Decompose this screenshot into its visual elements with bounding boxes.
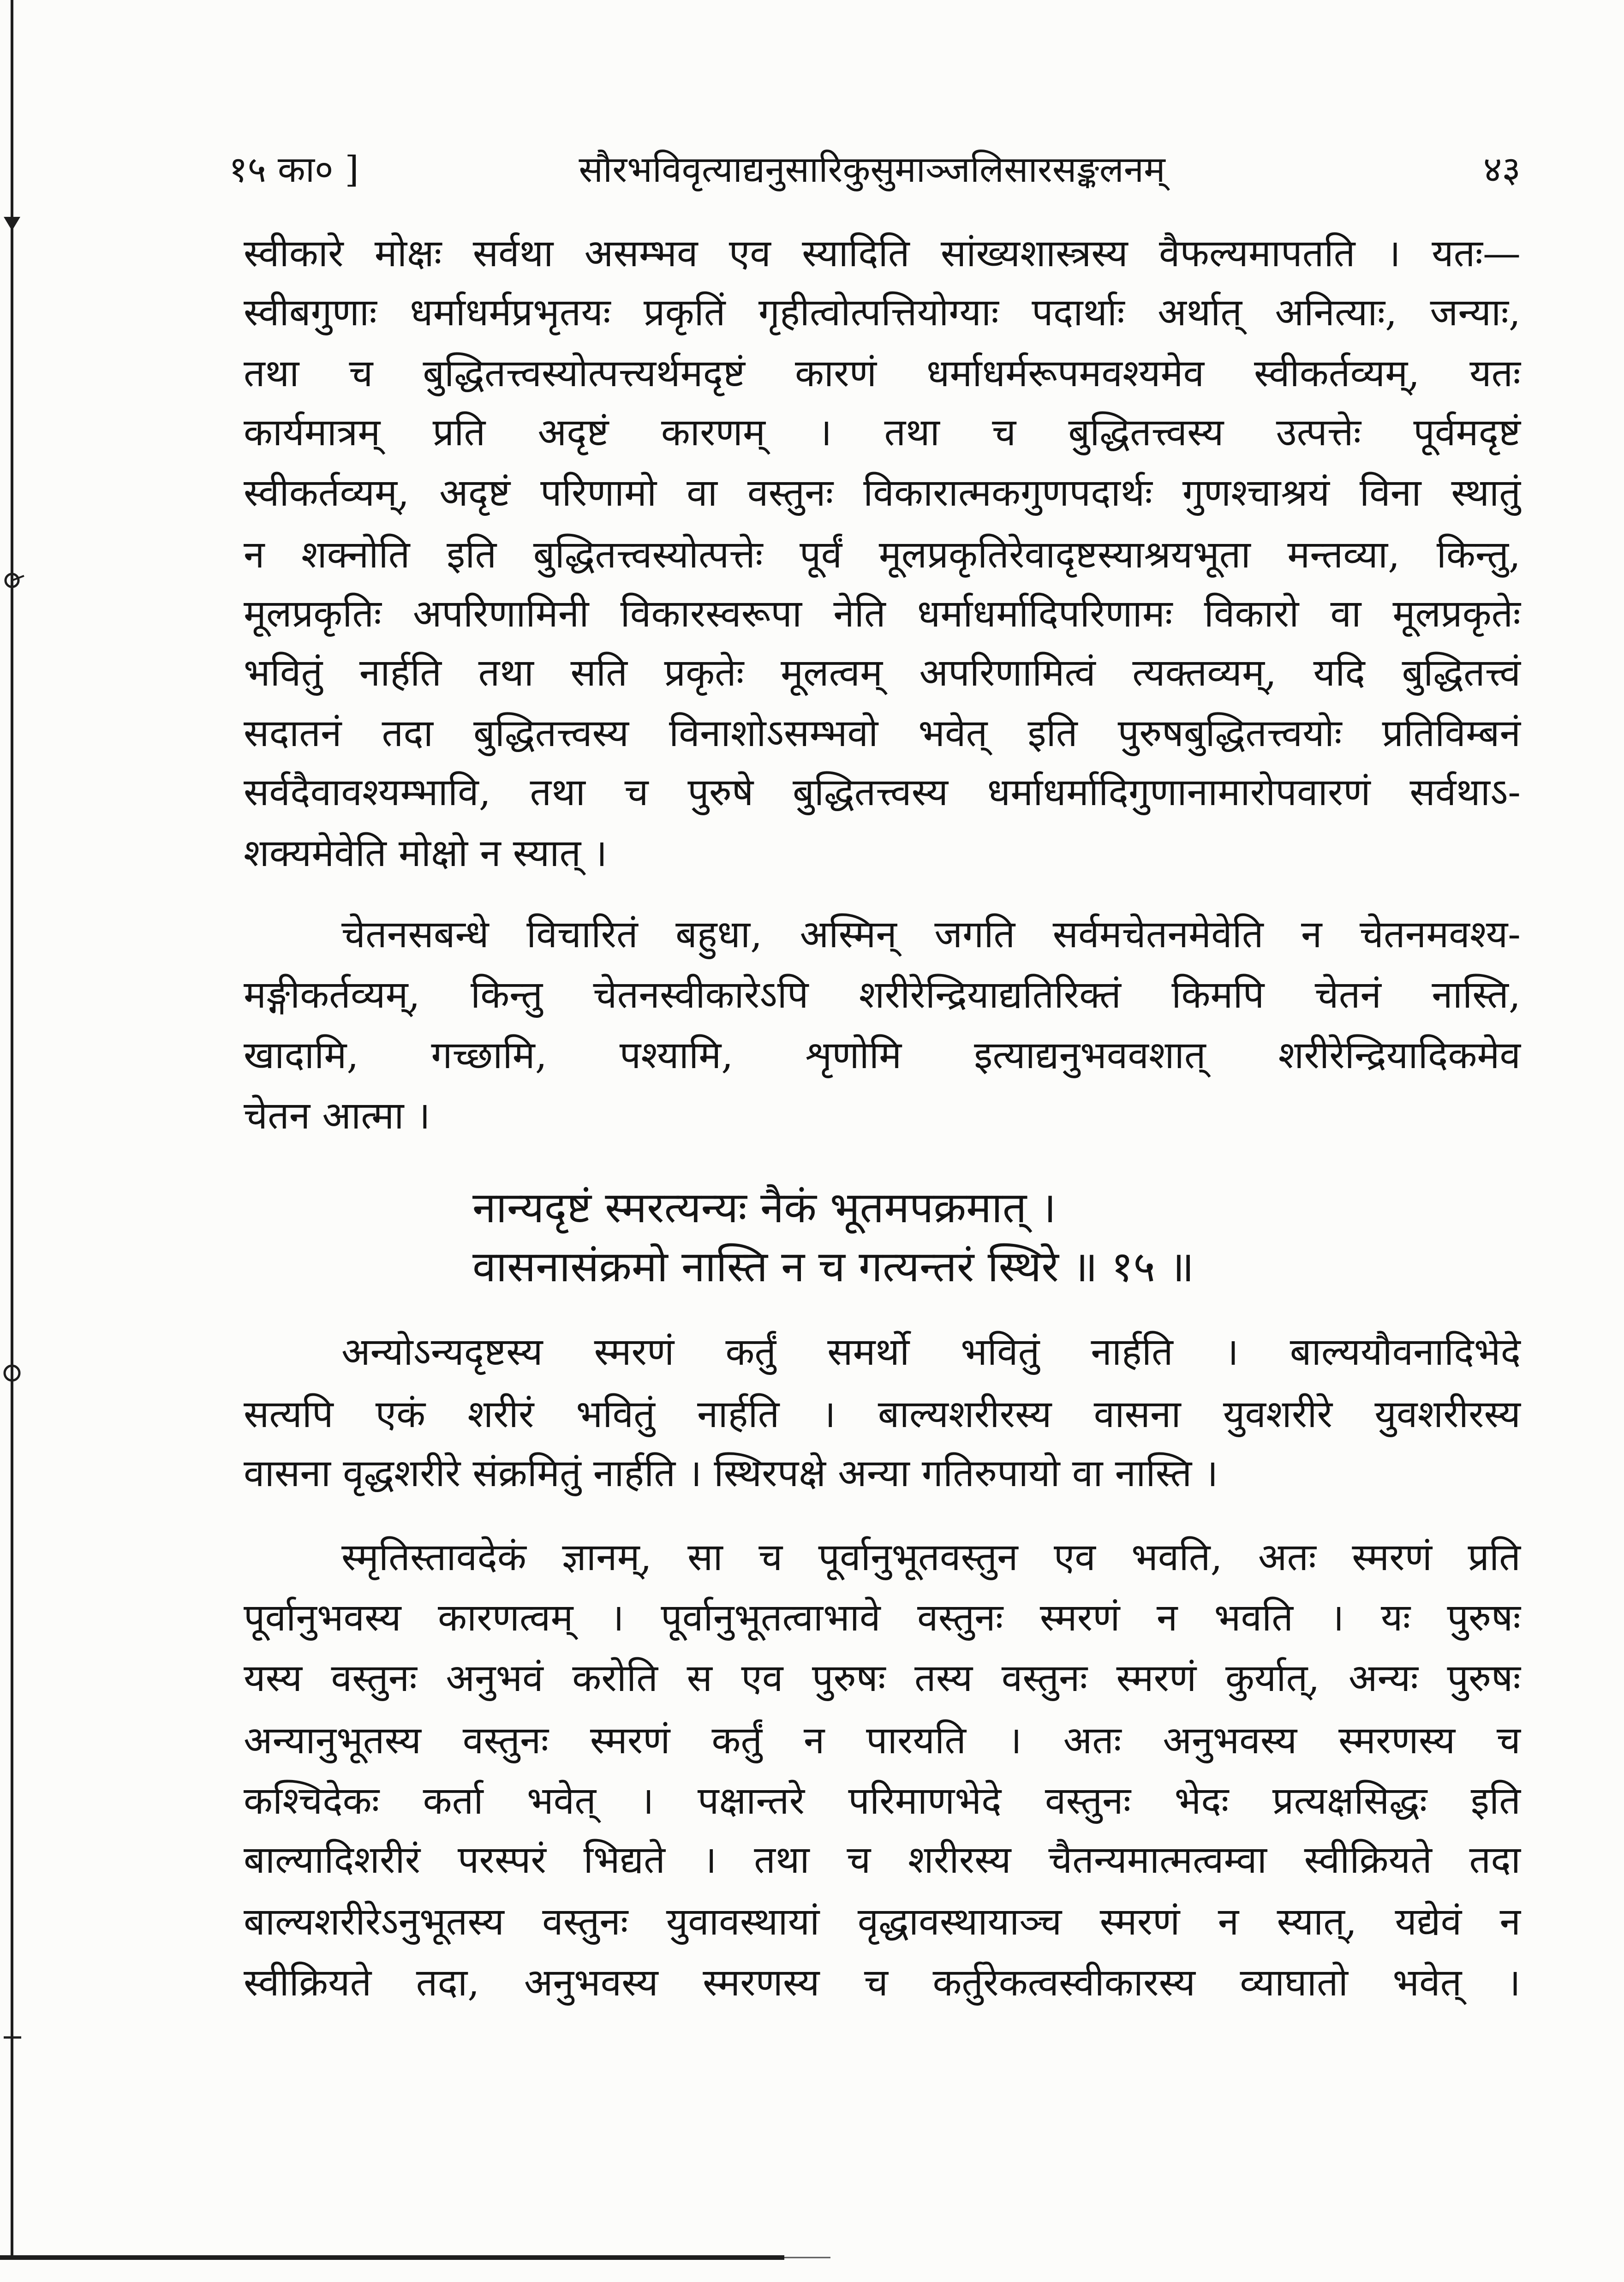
binding-mark-tail	[12, 576, 24, 580]
paragraph-4-line-5: कश्चिदेकः कर्ता भवेत् । पक्षान्तरे परिमाणभेदे वस्तुनः भेदः प्रत्यक्षसिद्धः इति	[244, 1779, 1521, 1823]
paragraph-2-line-4: चेतन आत्मा ।	[244, 1094, 430, 1138]
paragraph-4-line-6: बाल्यादिशरीरं परस्परं भिद्यते । तथा च शरीरस्य चैतन्यमात्मत्वम्वा स्वीक्रियते तदा	[244, 1838, 1521, 1882]
paragraph-3-line-2: सत्यपि एकं शरीरं भवितुं नार्हति । बाल्यशरीरस्य वासना युवशरीरे युवशरीरस्य	[244, 1392, 1521, 1436]
page-number: ४३	[1483, 149, 1521, 191]
paragraph-1-line-10: सर्वदैवावश्यम्भावि, तथा च पुरुषे बुद्धितत्त्वस्य धर्माधर्मादिगुणानामारोपवारणं सर्वथाऽ-	[244, 771, 1521, 814]
verse-line-2: वासनासंक्रमो नास्ति न च गत्यन्तरं स्थिरे ॥ १५ ॥	[472, 1242, 1194, 1291]
paragraph-1-line-6: न शक्नोति इति बुद्धितत्त्वस्योत्पत्तेः पूर्वं मूलप्रकृतिरेवादृष्टस्याश्रयभूता मन्तव्या, किन्तु,	[244, 533, 1521, 577]
paragraph-1-line-9: सदातनं तदा बुद्धितत्त्वस्य विनाशोऽसम्भवो भवेत् इति पुरुषबुद्धितत्त्वयोः प्रतिविम्बनं	[244, 711, 1521, 755]
header-title: सौरभविवृत्याद्यनुसारिकुसुमाञ्जलिसारसङ्कलनम्	[579, 149, 1165, 191]
binding-mark-top	[4, 217, 20, 231]
paragraph-2-line-1: चेतनसबन्धे विचारितं बहुधा, अस्मिन् जगति सर्वमचेतनमेवेति न चेतनमवश्य-	[341, 913, 1521, 956]
paragraph-4-line-2: पूर्वानुभवस्य कारणत्वम् । पूर्वानुभूतत्वाभावे वस्तुनः स्मरणं न भवति । यः पुरुषः	[244, 1596, 1521, 1640]
paragraph-4-line-1: स्मृतिस्तावदेकं ज्ञानम्, सा च पूर्वानुभूतवस्तुन एव भवति, अतः स्मरणं प्रति	[341, 1535, 1521, 1579]
paragraph-1-line-5: स्वीकर्तव्यम्, अदृष्टं परिणामो वा वस्तुनः विकारात्मकगुणपदार्थः गुणश्चाश्रयं विना स्थातुं	[244, 471, 1521, 515]
paragraph-1-line-11: शक्यमेवेति मोक्षो न स्यात् ।	[244, 831, 608, 875]
paragraph-4-line-3: यस्य वस्तुनः अनुभवं करोति स एव पुरुषः तस्य वस्तुनः स्मरणं कुर्यात्, अन्यः पुरुषः	[244, 1656, 1521, 1700]
paragraph-1-line-3: तथा च बुद्धितत्त्वस्योत्पत्त्यर्थमदृष्टं कारणं धर्माधर्मरूपमवश्यमेव स्वीकर्तव्यम्, यतः	[244, 352, 1521, 395]
paragraph-1-line-8: भवितुं नार्हति तथा सति प्रकृतेः मूलत्वम् अपरिणामित्वं त्यक्तव्यम्, यदि बुद्धितत्त्वं	[244, 651, 1521, 695]
bottom-edge-line	[0, 2255, 784, 2260]
paragraph-1-line-1: स्वीकारे मोक्षः सर्वथा असम्भव एव स्यादिति सांख्यशास्त्रस्य वैफल्यमापतति । यतः—	[244, 232, 1521, 275]
paragraph-3-line-3: वासना वृद्धशरीरे संक्रमितुं नार्हति । स्थिरपक्षे अन्या गतिरुपायो वा नास्ति ।	[244, 1452, 1218, 1495]
binding-mark-ring-lower	[5, 1366, 19, 1380]
header-section-label: १५ का० ]	[229, 149, 359, 191]
verse-line-1: नान्यदृष्टं स्मरत्यन्यः नैकं भूतमपक्रमात् ।	[472, 1183, 1057, 1232]
paragraph-1-line-7: मूलप्रकृतिः अपरिणामिनी विकारस्वरूपा नेति धर्माधर्मादिपरिणामः विकारो वा मूलप्रकृतेः	[244, 592, 1521, 636]
paragraph-2-line-3: खादामि, गच्छामि, पश्यामि, शृणोमि इत्याद्यनुभववशात् शरीरेन्द्रियादिकमेव	[244, 1033, 1521, 1077]
paragraph-2-line-2: मङ्गीकर्तव्यम्, किन्तु चेतनस्वीकारेऽपि शरीरेन्द्रियाद्यतिरिक्तं किमपि चेतनं नास्ति,	[244, 973, 1521, 1017]
paragraph-3-line-1: अन्योऽन्यदृष्टस्य स्मरणं कर्तुं समर्थो भवितुं नार्हति । बाल्ययौवनादिभेदे	[341, 1330, 1521, 1374]
paragraph-4-line-4: अन्यानुभूतस्य वस्तुनः स्मरणं कर्तुं न पारयति । अतः अनुभवस्य स्मरणस्य च	[244, 1719, 1521, 1762]
paragraph-1-line-2: स्वीबगुणाः धर्माधर्मप्रभृतयः प्रकृतिं गृहीत्वोत्पत्तियोग्याः पदार्थाः अर्थात् अनित्याः, जन्याः,	[244, 291, 1521, 335]
paragraph-1-line-4: कार्यमात्रम् प्रति अदृष्टं कारणम् । तथा च बुद्धितत्त्वस्य उत्पत्तेः पूर्वमदृष्टं	[244, 411, 1521, 454]
paragraph-4-line-7: बाल्यशरीरेऽनुभूतस्य वस्तुनः युवावस्थायां वृद्धावस्थायाञ्च स्मरणं न स्यात्, यद्येवं न	[244, 1900, 1521, 1944]
binding-mark-ring	[6, 574, 18, 587]
paragraph-4-line-8: स्वीक्रियते तदा, अनुभवस्य स्मरणस्य च कर्तुरेकत्वस्वीकारस्य व्याघातो भवेत् ।	[244, 1961, 1521, 2005]
